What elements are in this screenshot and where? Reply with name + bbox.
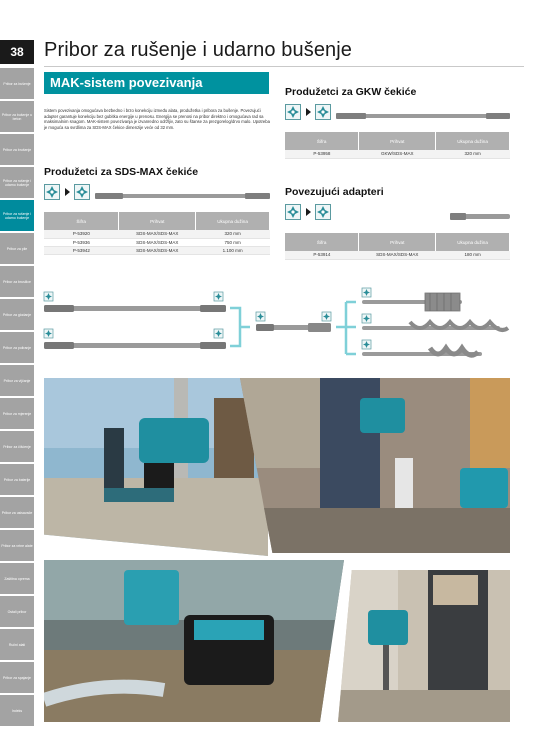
sidebar-item[interactable]: Pribor za čišćenje [0,431,34,462]
photo-vacuum-and-batteries [44,560,344,722]
sidebar-item[interactable]: Pribor za rušenje i udarno bušenje [0,167,34,198]
gkw-heading: Produžetci za GKW čekiće [285,86,417,98]
sidebar-item[interactable]: Ručni alati [0,629,34,660]
sidebar-item[interactable]: Ostali pribor [0,596,34,627]
sds-max-shank-icon [315,104,331,120]
sidebar-item[interactable]: Pribor za poliranje [0,332,34,363]
sidebar-item-active[interactable]: Pribor za rušenje i udarno bušenje [0,200,34,231]
sidebar-item[interactable]: Pribor za brusilice [0,266,34,297]
title-divider [44,66,524,67]
sds-max-shank-icon [44,292,53,301]
table-row: P-53942 SDS-MAX/SDS-MAX 1.100 mm [44,246,270,254]
col-header-code: Šifra [44,212,119,230]
sds-max-shank-icon [362,314,371,323]
sds-max-shank-icon [74,184,90,200]
sds-max-shank-icon [322,312,331,321]
sidebar-item[interactable]: Pribor za mjerenje [0,398,34,429]
sds-max-heading: Produžetci za SDS-MAX čekiće [44,166,199,178]
table-row: P-53920 SDS-MAX/SDS-MAX 320 mm [44,230,270,238]
sds-max-shank-icon [315,204,331,220]
category-sidebar [0,68,34,728]
arrow-right-icon [65,188,70,196]
sds-max-shank-icon [44,329,53,338]
arrow-right-icon [306,108,311,116]
sidebar-item[interactable]: Pribor za spajanje [0,662,34,693]
photo-worker-drilling-down [240,378,510,553]
photo-cordless-hammer-dust [44,378,268,556]
mak-intro-text: Sistem povezivanja omogućava bezbedno i brzo konekciju između alata, produžetka i pribora za bušenje. Povezujući adapter garantuje konekciju bez gubitka energije u prenosu. Energija se prenosi na pribor direktno i omogućava rad sa maksimalnim snagom. MAK-sistem povezivanja je izvanredno održljiv, zato su štanse za prezgorelog/drvo malo. Upotreba je moguća sa svrdlima za SDS-MAX čekice dimenzije veće od 32 mm. [44,108,270,130]
sidebar-item[interactable]: Zaštitna oprema [0,563,34,594]
sidebar-item[interactable]: Pribor za bušenje [0,68,34,99]
gkw-shank-icon [285,104,301,120]
sidebar-item[interactable]: Indeks [0,695,34,726]
col-header-shank: Prihvat [119,212,196,230]
adapters-table: Šifra Prihvat Ukupna dužina P-53914 SDS-MAX/SDS-MAX 180 mm [285,233,510,260]
col-header-length: Ukupna dužina [196,212,270,230]
page-title: Pribor za rušenje i udarno bušenje [44,39,353,61]
sds-max-shank-icon [256,312,265,321]
sds-max-shank-icon [44,184,60,200]
section-header-mak: MAK-sistem povezivanja [44,72,269,94]
sds-max-shank-icon [362,340,371,349]
sds-max-shank-icon [214,292,223,301]
sidebar-item[interactable]: Pribor za usisavače [0,497,34,528]
sds-max-shank-icon [362,288,371,297]
gkw-extension-image [336,112,510,120]
sidebar-item[interactable]: Pribor za vijčanje [0,365,34,396]
mak-system-diagram [40,286,515,364]
gkw-table: Šifra Prihvat Ukupna dužina P-53958 GKW/SDS-MAX 320 mm [285,132,510,159]
sidebar-item[interactable]: Pribor za glodanje [0,299,34,330]
table-row: P-53936 SDS-MAX/SDS-MAX 750 mm [44,238,270,246]
sds-max-extension-image [95,192,270,200]
sidebar-item[interactable]: Pribor za brušenje [0,134,34,165]
adapter-image [450,212,510,221]
sds-max-shank-icon [214,329,223,338]
adapters-heading: Povezujući adapteri [285,186,384,198]
sidebar-item[interactable]: Pribor za bušenje u beton [0,101,34,132]
page-number: 38 [0,40,34,64]
table-row: P-53914 SDS-MAX/SDS-MAX 180 mm [285,251,510,259]
arrow-right-icon [306,208,311,216]
sidebar-item[interactable]: Pribor za baterije [0,464,34,495]
photo-worker-hammer-floor [338,570,510,722]
table-row: P-53958 GKW/SDS-MAX 320 mm [285,150,510,158]
sds-max-shank-icon [285,204,301,220]
sidebar-item[interactable]: Pribor za vrtne alate [0,530,34,561]
sidebar-item[interactable]: Pribor za pile [0,233,34,264]
sds-max-table [44,212,270,255]
